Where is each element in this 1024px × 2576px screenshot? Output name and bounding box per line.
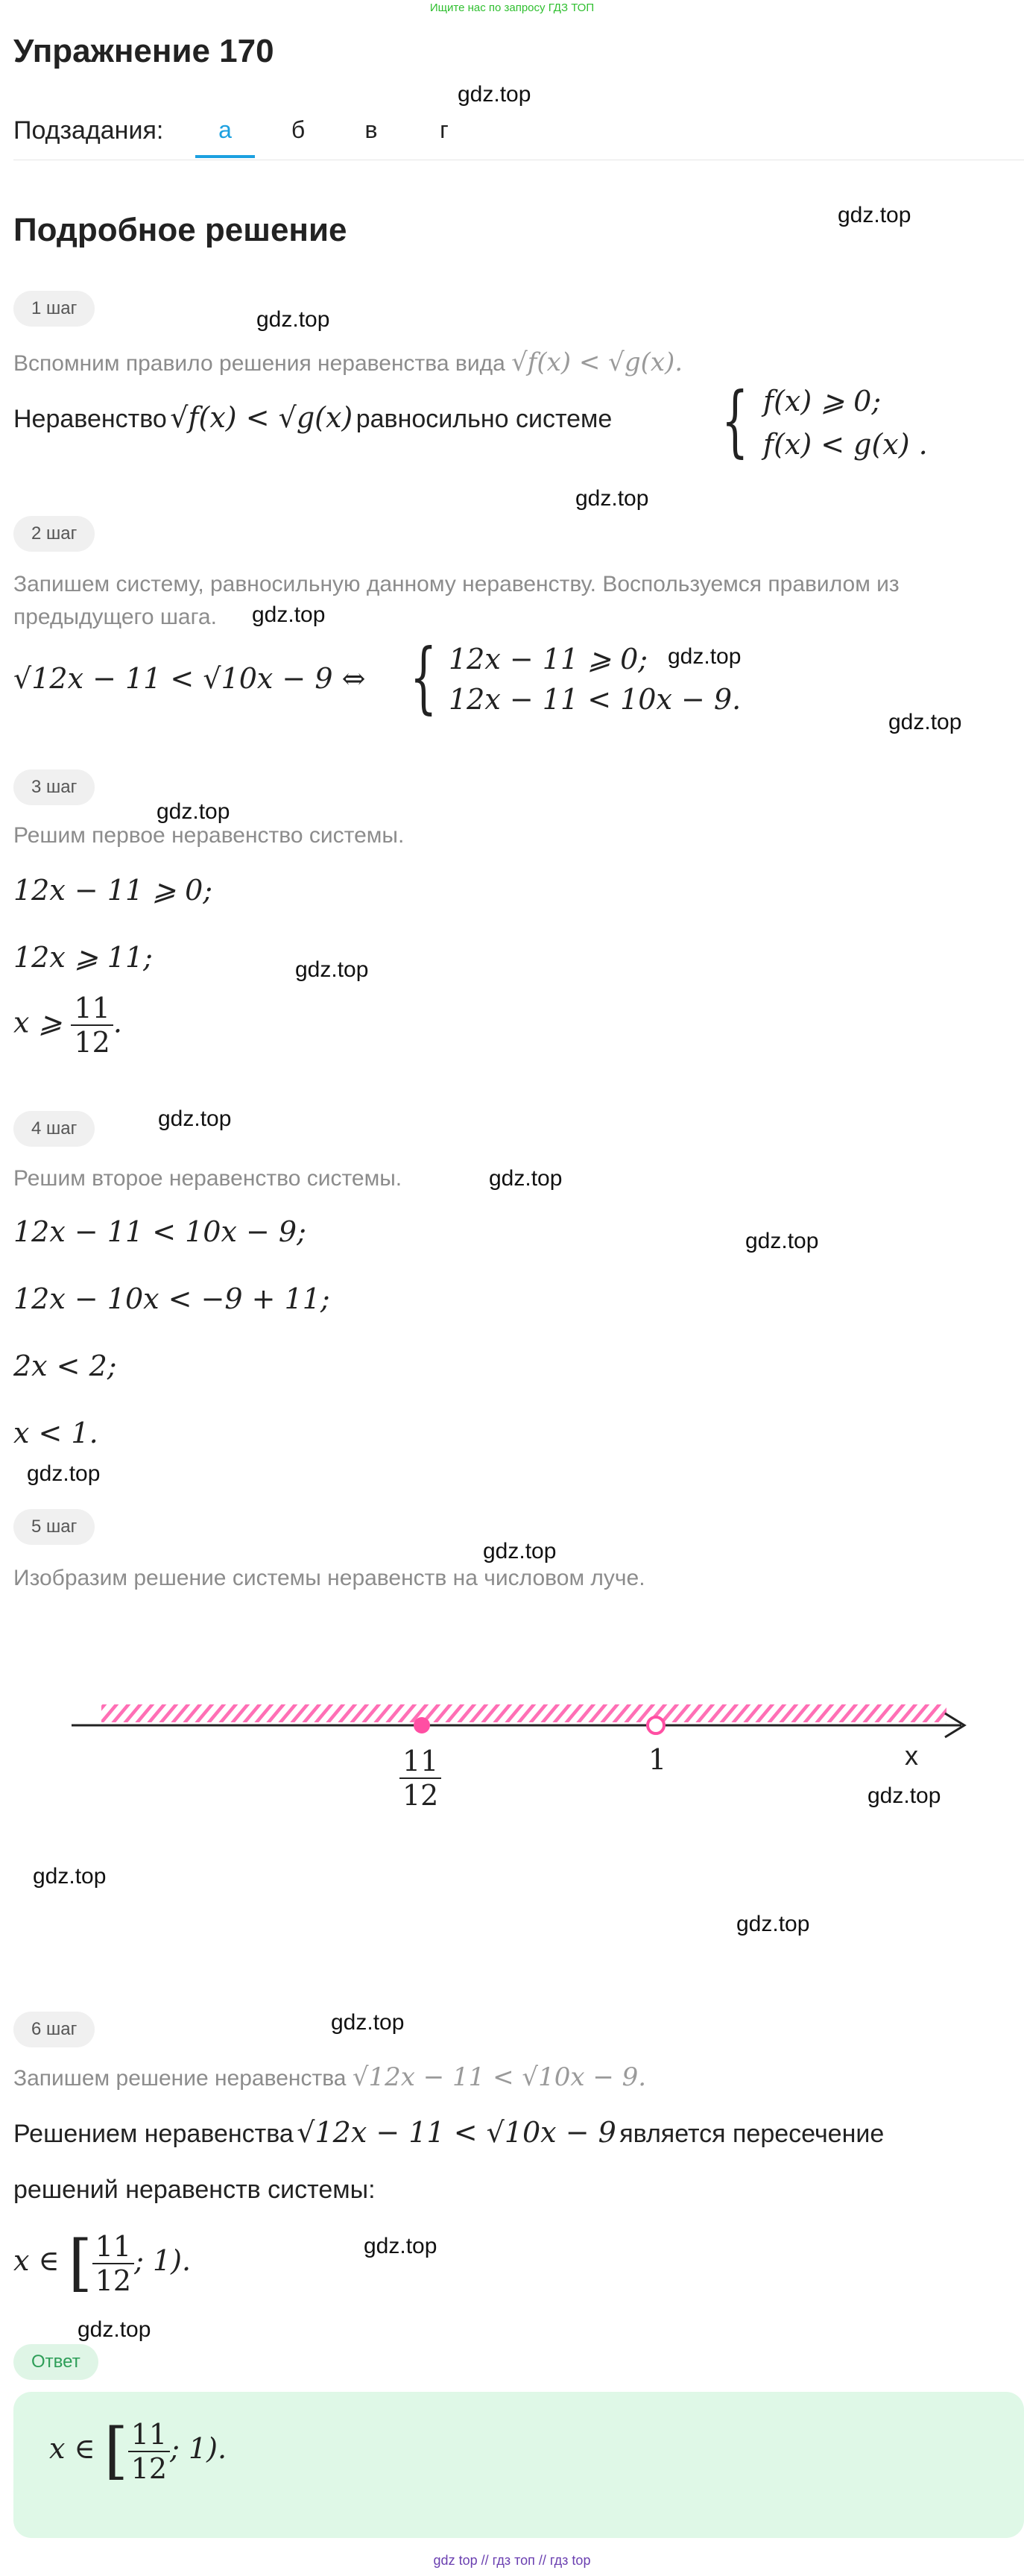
system-line-2: f(x) < g(x) . — [763, 428, 928, 461]
watermark: gdz.top — [838, 203, 911, 227]
step-hint: Решим первое неравенство системы. — [13, 823, 405, 848]
top-note: Ищите нас по запросу ГДЗ ТОП — [429, 1, 595, 14]
axis-label: x — [905, 1740, 918, 1771]
watermark: gdz.top — [458, 82, 531, 107]
step-hint: Запишем систему, равносильную данному неравенству. Воспользуемся правилом из предыдущего шага. — [13, 572, 900, 629]
tick-fraction: $\frac{11}{12}$ — [399, 1745, 441, 1812]
step-badge: 6 шаг — [13, 2012, 95, 2047]
watermark: gdz.top — [489, 1166, 563, 1191]
math-line: x < 1. — [13, 1417, 98, 1449]
step-badge: 3 шаг — [13, 769, 95, 805]
hint-math: √f(x) < √g(x). — [511, 347, 683, 377]
math-line: x ⩾ $\frac{11}{12}$ . — [13, 992, 122, 1059]
step-badge: 2 шаг — [13, 516, 95, 552]
watermark: gdz.top — [745, 1229, 819, 1253]
watermark: gdz.top — [295, 957, 369, 982]
equivalence-math: √12x − 11 < √10x − 9 ⇔ — [13, 662, 366, 695]
step-hint: Решим второе неравенство системы. — [13, 1166, 402, 1191]
step-hint: Запишем решение неравенства √12x − 11 < √10x − 9. — [13, 2062, 647, 2092]
fraction: $\frac{11}{12}$ — [71, 992, 113, 1059]
tab-a[interactable]: а — [218, 116, 232, 143]
answer-math: x ∈ [ $\frac{11}{12}$ ; 1). — [13, 2228, 192, 2299]
step-badge: 5 шаг — [13, 1509, 95, 1545]
watermark: gdz.top — [157, 799, 230, 824]
watermark: gdz.top — [364, 2234, 437, 2258]
tick-one: 1 — [648, 1743, 667, 1776]
footer: gdz top // гдз топ // гдз top — [433, 2553, 591, 2568]
step-badge: 4 шаг — [13, 1111, 95, 1147]
step-text: решений неравенств системы: — [13, 2176, 376, 2204]
tab-b[interactable]: б — [291, 116, 306, 143]
watermark: gdz.top — [158, 1106, 232, 1131]
watermark: gdz.top — [736, 1912, 810, 1936]
watermark: gdz.top — [575, 486, 649, 511]
system-line-1: f(x) ⩾ 0; — [763, 385, 882, 418]
system-brace: { — [410, 632, 437, 722]
step-text: Неравенство √f(x) < √g(x) равносильно системе — [13, 401, 613, 434]
math-line: 12x − 11 < 10x − 9; — [13, 1215, 306, 1248]
watermark: gdz.top — [27, 1461, 101, 1486]
closed-point-icon — [414, 1717, 430, 1733]
hatch-region — [101, 1704, 946, 1722]
math-line: 12x − 10x < −9 + 11; — [13, 1282, 330, 1315]
system-brace: { — [721, 375, 749, 466]
tab-v[interactable]: в — [364, 116, 378, 143]
watermark: gdz.top — [888, 710, 962, 734]
open-point-icon — [648, 1717, 664, 1733]
active-tab-indicator — [195, 155, 255, 158]
step-badge: 1 шаг — [13, 291, 95, 327]
system-line-1: 12x − 11 ⩾ 0; — [449, 643, 648, 676]
system-line-2: 12x − 11 < 10x − 9. — [449, 683, 742, 716]
number-line — [0, 1670, 1024, 1849]
watermark: gdz.top — [78, 2317, 151, 2342]
answer-badge: Ответ — [13, 2344, 98, 2380]
math-line: 2x < 2; — [13, 1350, 117, 1382]
watermark: gdz.top — [668, 644, 742, 669]
inequality-math: √f(x) < √g(x) — [170, 401, 353, 434]
answer-math: x ∈ [ $\frac{11}{12}$ ; 1). — [49, 2416, 227, 2487]
section-title: Подробное решение — [13, 212, 347, 248]
math-line: 12x − 11 ⩾ 0; — [13, 874, 213, 907]
watermark: gdz.top — [33, 1864, 107, 1889]
math-line: 12x ⩾ 11; — [13, 941, 153, 974]
step-text: Решением неравенства √12x − 11 < √10x − 9 является пересечение — [13, 2116, 885, 2149]
watermark: gdz.top — [252, 602, 326, 627]
watermark: gdz.top — [867, 1783, 941, 1808]
tab-g[interactable]: г — [440, 116, 449, 143]
watermark: gdz.top — [331, 2010, 405, 2035]
subtasks-label: Подзадания: — [13, 116, 164, 145]
step-hint: Изобразим решение системы неравенств на числовом луче. — [13, 1566, 645, 1590]
watermark: gdz.top — [483, 1539, 557, 1563]
page-title: Упражнение 170 — [13, 33, 274, 69]
step-hint: Вспомним правило решения неравенства вида √f(x) < √g(x). — [13, 347, 683, 377]
watermark: gdz.top — [256, 307, 330, 332]
